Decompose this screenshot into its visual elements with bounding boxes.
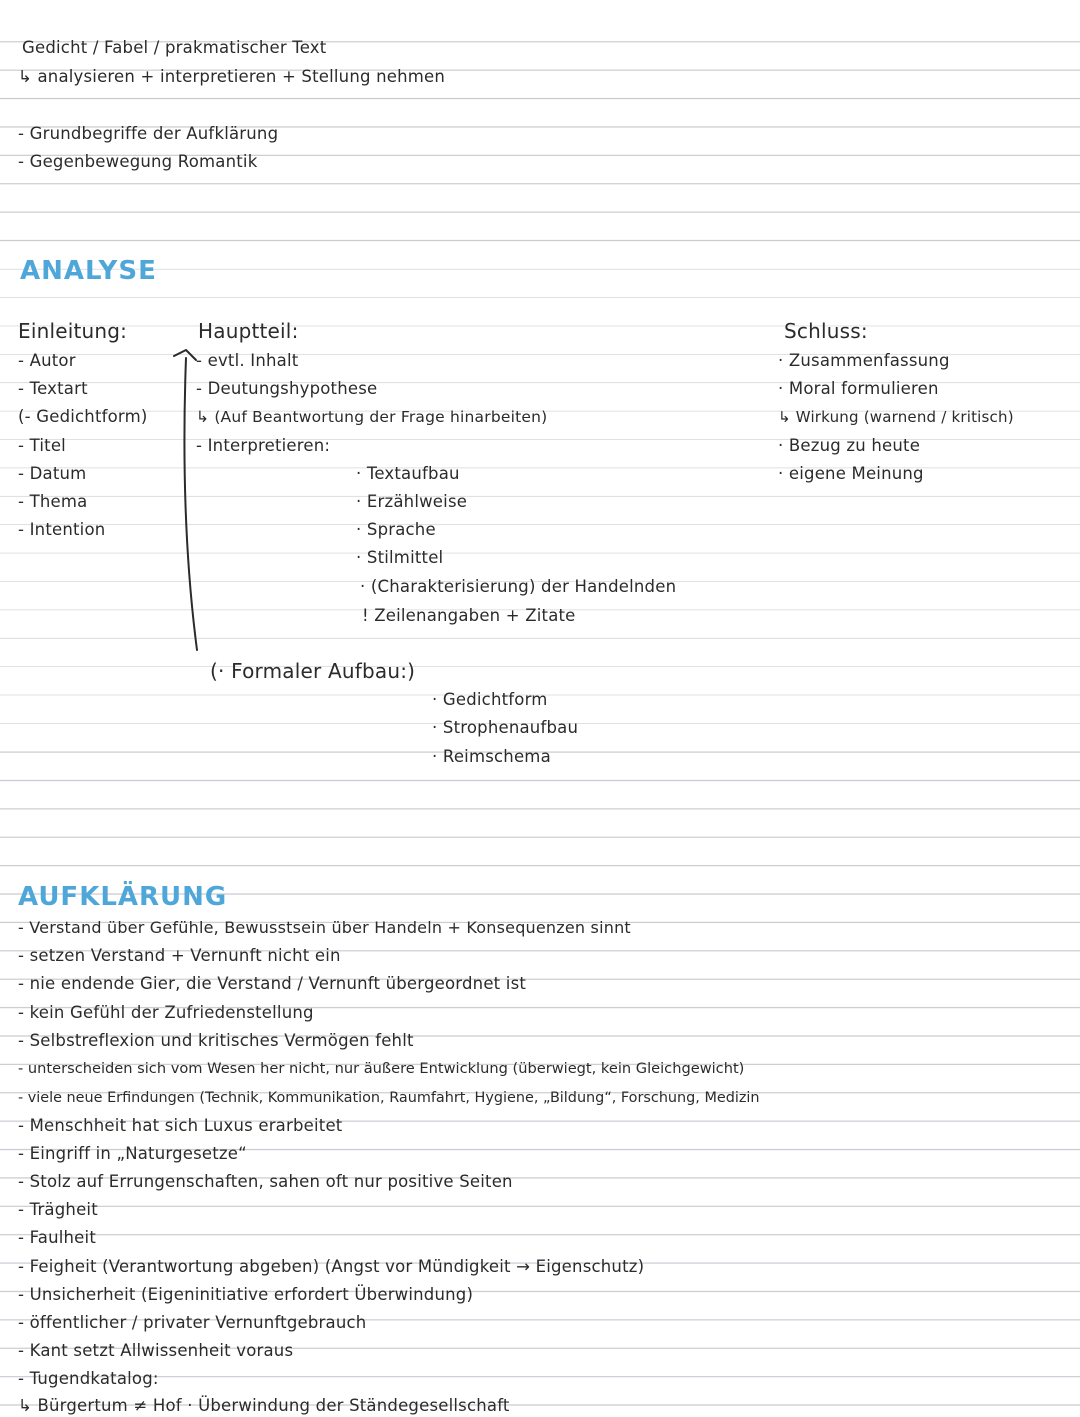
formal-item: · Strophenaufbau <box>432 718 579 737</box>
schluss-title: Schluss: <box>784 319 868 343</box>
einleitung-item: - Textart <box>18 379 88 398</box>
aufklaerung-item: - setzen Verstand + Vernunft nicht ein <box>18 946 341 965</box>
aufklaerung-item: - Eingriff in „Naturgesetze“ <box>18 1144 247 1163</box>
hauptteil-item: - evtl. Inhalt <box>196 351 299 370</box>
interpret-item: · (Charakterisierung) der Handelnden <box>360 577 677 596</box>
schluss-item: ↳ Wirkung (warnend / kritisch) <box>778 408 1014 426</box>
aufklaerung-item: - Tugendkatalog: <box>18 1369 159 1388</box>
aufklaerung-item: - Trägheit <box>18 1200 98 1219</box>
einleitung-title: Einleitung: <box>18 319 128 343</box>
interpret-item: · Stilmittel <box>356 548 444 567</box>
aufklaerung-item: - viele neue Erfindungen (Technik, Kommunikation, Raumfahrt, Hygiene, „Bildung“, Forschung, Medizin <box>18 1090 760 1106</box>
einleitung-item: - Titel <box>18 436 66 455</box>
intro-line-4: - Gegenbewegung Romantik <box>18 152 258 171</box>
aufklaerung-item: - Unsicherheit (Eigeninitiative erfordert Überwindung) <box>18 1285 474 1304</box>
intro-line-2: ↳ analysieren + interpretieren + Stellung nehmen <box>18 67 446 86</box>
aufklaerung-item: ↳ Bürgertum ≠ Hof · Überwindung der Ständegesellschaft <box>18 1396 510 1415</box>
aufklaerung-item: - kein Gefühl der Zufriedenstellung <box>18 1003 314 1022</box>
hauptteil-item: - Deutungshypothese <box>196 379 378 398</box>
schluss-item: · Zusammenfassung <box>778 351 950 370</box>
intro-line-1: Gedicht / Fabel / prakmatischer Text <box>22 38 327 57</box>
schluss-item: · eigene Meinung <box>778 464 924 483</box>
einleitung-item: - Intention <box>18 520 106 539</box>
formal-item: · Gedichtform <box>432 690 548 709</box>
aufklaerung-item: - nie endende Gier, die Verstand / Vernunft übergeordnet ist <box>18 974 527 993</box>
einleitung-item: (- Gedichtform) <box>18 407 148 426</box>
formal-item: · Reimschema <box>432 747 551 766</box>
aufklaerung-item: - Faulheit <box>18 1228 96 1247</box>
hauptteil-item: ↳ (Auf Beantwortung der Frage hinarbeiten) <box>196 408 548 426</box>
aufklaerung-item: - Verstand über Gefühle, Bewusstsein über Handeln + Konsequenzen sinnt <box>18 918 631 937</box>
intro-line-3: - Grundbegriffe der Aufklärung <box>18 124 279 143</box>
hauptteil-item: - Interpretieren: <box>196 436 331 455</box>
aufklaerung-item: - Menschheit hat sich Luxus erarbeitet <box>18 1116 343 1135</box>
schluss-item: · Moral formulieren <box>778 379 939 398</box>
einleitung-item: - Autor <box>18 351 76 370</box>
schluss-item: · Bezug zu heute <box>778 436 921 455</box>
aufklaerung-heading: AUFKLÄRUNG <box>18 882 228 912</box>
einleitung-item: - Datum <box>18 464 87 483</box>
analyse-heading: ANALYSE <box>20 256 157 286</box>
einleitung-item: - Thema <box>18 492 88 511</box>
hauptteil-title: Hauptteil: <box>198 319 299 343</box>
interpret-item: · Sprache <box>356 520 436 539</box>
interpret-item: · Erzählweise <box>356 492 468 511</box>
interpret-item: ! Zeilenangaben + Zitate <box>362 606 576 625</box>
aufklaerung-item: - Stolz auf Errungenschaften, sahen oft nur positive Seiten <box>18 1172 513 1191</box>
interpret-item: · Textaufbau <box>356 464 460 483</box>
aufklaerung-item: - Kant setzt Allwissenheit voraus <box>18 1341 294 1360</box>
aufklaerung-item: - Selbstreflexion und kritisches Vermögen fehlt <box>18 1031 414 1050</box>
aufklaerung-item: - Feigheit (Verantwortung abgeben) (Angst vor Mündigkeit → Eigenschutz) <box>18 1257 645 1276</box>
aufklaerung-item: - unterscheiden sich vom Wesen her nicht, nur äußere Entwicklung (überwiegt, kein Gleichgewicht) <box>18 1060 745 1077</box>
aufklaerung-item: - öffentlicher / privater Vernunftgebrauch <box>18 1313 367 1332</box>
formal-aufbau-title: (· Formaler Aufbau:) <box>210 659 416 683</box>
